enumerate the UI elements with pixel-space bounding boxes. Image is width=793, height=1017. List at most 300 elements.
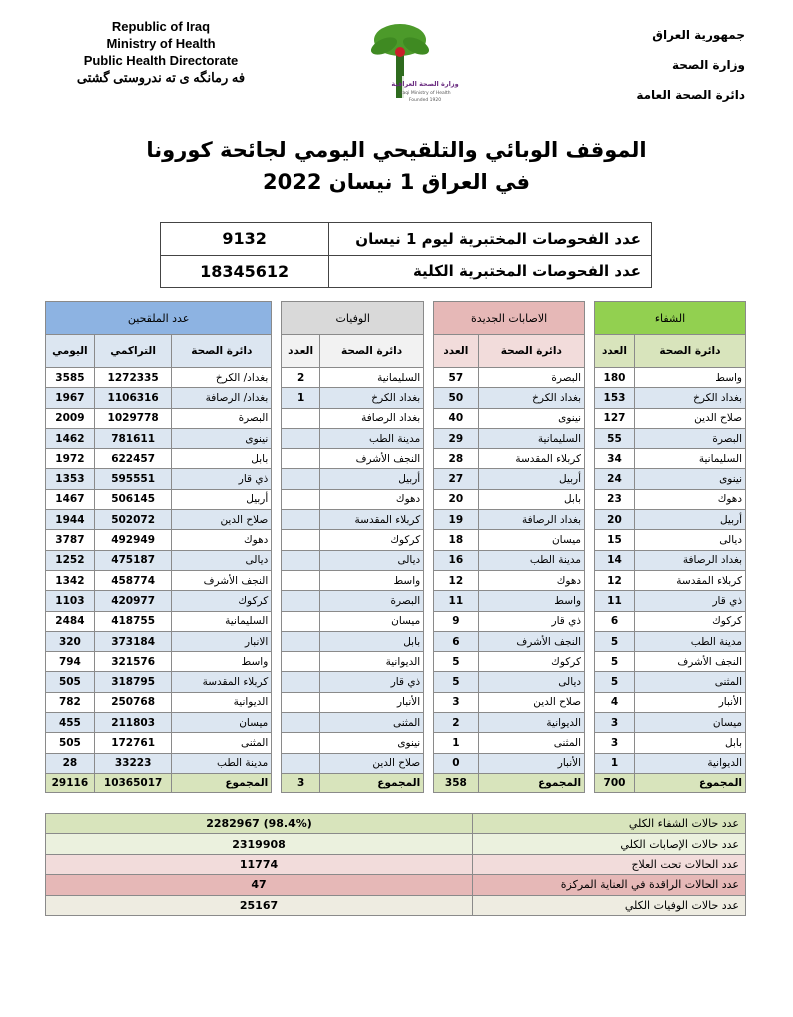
gap-cell: [272, 449, 282, 469]
section-recovered-header: الشفاء: [595, 302, 746, 335]
gap-cell: [585, 591, 595, 611]
death-count-cell: [282, 469, 320, 489]
gap-cell: [272, 469, 282, 489]
vac-cumulative-cell: 172761: [94, 733, 172, 753]
table-row: [46, 469, 746, 489]
summary-row: [46, 814, 746, 834]
header-ar-line-3: دائرة الصحة العامة: [636, 88, 745, 102]
column-header-row: [46, 335, 746, 368]
rec-count-cell: 15: [595, 530, 635, 550]
rec-count-cell: 4: [595, 692, 635, 712]
gap-cell: [424, 692, 434, 712]
rec-count-cell: 5: [595, 672, 635, 692]
rec-directorate-cell: ذي قار: [634, 591, 745, 611]
summary-icu-label: عدد الحالات الراقدة في العناية المركزة: [473, 875, 746, 895]
gap-cell: [272, 611, 282, 631]
col-rec-count: العدد: [595, 335, 635, 368]
gap-cell: [585, 733, 595, 753]
rec-count-cell: 6: [595, 611, 635, 631]
rec-directorate-cell: كركوك: [634, 611, 745, 631]
death-directorate-cell: الديوانية: [319, 652, 423, 672]
vac-daily-cell: 3585: [46, 368, 95, 388]
gap-cell: [272, 733, 282, 753]
new-count-cell: 50: [434, 388, 478, 408]
death-count-cell: [282, 692, 320, 712]
gap-cell: [272, 672, 282, 692]
rec-directorate-cell: النجف الأشرف: [634, 652, 745, 672]
gap-cell: [585, 550, 595, 570]
gap-cell: [272, 550, 282, 570]
vac-cumulative-cell: 373184: [94, 631, 172, 651]
gap-cell: [585, 631, 595, 651]
gap-cell: [424, 510, 434, 530]
vac-cumulative-cell: 502072: [94, 510, 172, 530]
vac-cumulative-cell: 1106316: [94, 388, 172, 408]
summary-under-treatment-label: عدد الحالات تحت العلاج: [473, 854, 746, 874]
new-directorate-cell: ميسان: [478, 530, 585, 550]
vac-directorate-cell: ميسان: [172, 713, 272, 733]
vac-daily-cell: 505: [46, 672, 95, 692]
new-directorate-cell: ذي قار: [478, 611, 585, 631]
summary-recovered-value: 2282967 (98.4%): [46, 814, 473, 834]
table-row: [46, 570, 746, 590]
gap-cell: [424, 753, 434, 773]
death-count-cell: [282, 672, 320, 692]
vac-directorate-cell: كركوك: [172, 591, 272, 611]
summary-deaths-value: 25167: [46, 895, 473, 915]
gap-cell: [424, 773, 434, 792]
table-row: [46, 530, 746, 550]
gap-cell: [424, 611, 434, 631]
gap-cell: [424, 550, 434, 570]
vac-cumulative-cell: 1272335: [94, 368, 172, 388]
gap-cell: [424, 570, 434, 590]
vac-cumulative-cell: 211803: [94, 713, 172, 733]
gap-cell: [585, 530, 595, 550]
summary-under-treatment-value: 11774: [46, 854, 473, 874]
new-count-cell: 3: [434, 692, 478, 712]
rec-directorate-cell: أربيل: [634, 510, 745, 530]
vac-cumulative-cell: 418755: [94, 611, 172, 631]
death-directorate-cell: كربلاء المقدسة: [319, 510, 423, 530]
gap-cell: [272, 530, 282, 550]
rec-directorate-cell: المثنى: [634, 672, 745, 692]
gap-cell: [585, 449, 595, 469]
rec-count-cell: 20: [595, 510, 635, 530]
vac-daily-cell: 2484: [46, 611, 95, 631]
rec-count-cell: 24: [595, 469, 635, 489]
vac-daily-cell: 1972: [46, 449, 95, 469]
header-ar-line-2: وزارة الصحة: [671, 58, 745, 72]
gap-cell: [424, 302, 434, 335]
gap-cell: [424, 733, 434, 753]
gap-cell: [272, 388, 282, 408]
vac-cumulative-cell: 318795: [94, 672, 172, 692]
gap-cell: [272, 591, 282, 611]
rec-directorate-cell: بابل: [634, 733, 745, 753]
rec-directorate-cell: مدينة الطب: [634, 631, 745, 651]
rec-directorate-cell: نينوى: [634, 469, 745, 489]
total-vac-label: المجموع: [172, 773, 272, 792]
vac-daily-cell: 1342: [46, 570, 95, 590]
gap-cell: [272, 368, 282, 388]
death-count-cell: [282, 510, 320, 530]
rec-directorate-cell: السليمانية: [634, 449, 745, 469]
death-directorate-cell: مدينة الطب: [319, 428, 423, 448]
new-count-cell: 16: [434, 550, 478, 570]
ministry-logo: [340, 10, 460, 110]
new-directorate-cell: بغداد الرصافة: [478, 510, 585, 530]
gap-cell: [272, 335, 282, 368]
daily-tests-label: عدد الفحوصات المختبرية ليوم 1 نيسان: [329, 223, 652, 256]
death-count-cell: [282, 631, 320, 651]
table-row: [46, 652, 746, 672]
total-tests-row: [161, 255, 652, 288]
summary-deaths-label: عدد حالات الوفيات الكلي: [473, 895, 746, 915]
gap-cell: [585, 570, 595, 590]
new-directorate-cell: نينوى: [478, 408, 585, 428]
provinces-table: [45, 301, 746, 793]
table-row: [46, 510, 746, 530]
rec-directorate-cell: الديوانية: [634, 753, 745, 773]
table-row: [46, 489, 746, 509]
summary-total-cases-value: 2319908: [46, 834, 473, 854]
table-row: [46, 672, 746, 692]
gap-cell: [585, 408, 595, 428]
vac-daily-cell: 1462: [46, 428, 95, 448]
death-count-cell: [282, 652, 320, 672]
col-rec-directorate: دائرة الصحة: [634, 335, 745, 368]
new-count-cell: 2: [434, 713, 478, 733]
death-directorate-cell: الأنبار: [319, 692, 423, 712]
table-row: [46, 428, 746, 448]
col-death-count: العدد: [282, 335, 320, 368]
rec-directorate-cell: بغداد الرصافة: [634, 550, 745, 570]
vac-directorate-cell: الانبار: [172, 631, 272, 651]
vac-daily-cell: 320: [46, 631, 95, 651]
logo-subtext: Iraqi Ministry of Health: [399, 91, 451, 96]
vac-daily-cell: 505: [46, 733, 95, 753]
death-directorate-cell: البصرة: [319, 591, 423, 611]
summary-total-cases-label: عدد حالات الإصابات الكلي: [473, 834, 746, 854]
new-count-cell: 18: [434, 530, 478, 550]
rec-count-cell: 5: [595, 631, 635, 651]
section-deaths-header: الوفيات: [282, 302, 424, 335]
gap-cell: [424, 428, 434, 448]
header-en-line-2: Ministry of Health: [106, 36, 216, 51]
new-directorate-cell: مدينة الطب: [478, 550, 585, 570]
rec-count-cell: 34: [595, 449, 635, 469]
header-en-line-1: Republic of Iraq: [111, 19, 211, 34]
gap-cell: [585, 753, 595, 773]
new-count-cell: 57: [434, 368, 478, 388]
death-count-cell: [282, 591, 320, 611]
gap-cell: [272, 713, 282, 733]
summary-recovered-label: عدد حالات الشفاء الكلي: [473, 814, 746, 834]
death-directorate-cell: ذي قار: [319, 672, 423, 692]
table-row: [46, 692, 746, 712]
total-deaths: 3: [282, 773, 320, 792]
gap-cell: [424, 652, 434, 672]
table-row: [46, 713, 746, 733]
new-count-cell: 6: [434, 631, 478, 651]
summary-row: [46, 834, 746, 854]
death-count-cell: 2: [282, 368, 320, 388]
vac-directorate-cell: الديوانية: [172, 692, 272, 712]
gap-cell: [585, 489, 595, 509]
lab-tests-table: [160, 222, 652, 288]
vac-cumulative-cell: 420977: [94, 591, 172, 611]
gap-cell: [272, 302, 282, 335]
death-directorate-cell: دهوك: [319, 489, 423, 509]
death-count-cell: [282, 489, 320, 509]
death-count-cell: [282, 530, 320, 550]
vac-cumulative-cell: 250768: [94, 692, 172, 712]
rec-directorate-cell: صلاح الدين: [634, 408, 745, 428]
vac-cumulative-cell: 33223: [94, 753, 172, 773]
vac-cumulative-cell: 622457: [94, 449, 172, 469]
total-recovered: 700: [595, 773, 635, 792]
death-directorate-cell: صلاح الدين: [319, 753, 423, 773]
summary-table: [45, 813, 746, 916]
new-directorate-cell: المثنى: [478, 733, 585, 753]
gap-cell: [272, 570, 282, 590]
death-directorate-cell: ميسان: [319, 611, 423, 631]
table-row: [46, 733, 746, 753]
vac-directorate-cell: أربيل: [172, 489, 272, 509]
vac-daily-cell: 2009: [46, 408, 95, 428]
vac-cumulative-cell: 492949: [94, 530, 172, 550]
vac-directorate-cell: ذي قار: [172, 469, 272, 489]
vac-cumulative-cell: 458774: [94, 570, 172, 590]
death-directorate-cell: كركوك: [319, 530, 423, 550]
gap-cell: [272, 692, 282, 712]
death-count-cell: [282, 611, 320, 631]
table-row: [46, 449, 746, 469]
total-vac-daily: 29116: [46, 773, 95, 792]
vac-directorate-cell: بغداد/ الكرخ: [172, 368, 272, 388]
gap-cell: [585, 672, 595, 692]
vac-daily-cell: 1353: [46, 469, 95, 489]
section-vaccinated-header: عدد الملقحين: [46, 302, 272, 335]
logo-founded: Founded 1920: [408, 98, 442, 103]
vac-directorate-cell: البصرة: [172, 408, 272, 428]
death-directorate-cell: بابل: [319, 631, 423, 651]
provinces-table-body: [46, 368, 746, 774]
rec-count-cell: 127: [595, 408, 635, 428]
death-directorate-cell: بغداد الرصافة: [319, 408, 423, 428]
vac-directorate-cell: المثنى: [172, 733, 272, 753]
vac-directorate-cell: دهوك: [172, 530, 272, 550]
gap-cell: [424, 631, 434, 651]
vac-daily-cell: 28: [46, 753, 95, 773]
rec-directorate-cell: ميسان: [634, 713, 745, 733]
rec-count-cell: 3: [595, 713, 635, 733]
gap-cell: [424, 368, 434, 388]
gap-cell: [424, 713, 434, 733]
rec-count-cell: 1: [595, 753, 635, 773]
table-row: [46, 753, 746, 773]
new-directorate-cell: كركوك: [478, 652, 585, 672]
new-directorate-cell: أربيل: [478, 469, 585, 489]
daily-tests-value: 9132: [161, 223, 329, 256]
new-directorate-cell: الديوانية: [478, 713, 585, 733]
vac-cumulative-cell: 475187: [94, 550, 172, 570]
gap-cell: [272, 510, 282, 530]
daily-tests-row: [161, 223, 652, 256]
new-count-cell: 9: [434, 611, 478, 631]
rec-directorate-cell: ديالى: [634, 530, 745, 550]
gap-cell: [272, 631, 282, 651]
gap-cell: [272, 408, 282, 428]
rec-count-cell: 180: [595, 368, 635, 388]
new-count-cell: 29: [434, 428, 478, 448]
rec-count-cell: 23: [595, 489, 635, 509]
gap-cell: [585, 335, 595, 368]
gap-cell: [585, 692, 595, 712]
new-count-cell: 28: [434, 449, 478, 469]
new-directorate-cell: بغداد الكرخ: [478, 388, 585, 408]
vac-daily-cell: 782: [46, 692, 95, 712]
vac-directorate-cell: ديالى: [172, 550, 272, 570]
gap-cell: [585, 773, 595, 792]
summary-row: [46, 854, 746, 874]
new-directorate-cell: ديالى: [478, 672, 585, 692]
page-title: الموقف الوبائي والتلقيحي اليومي لجائحة كورونا: [146, 138, 647, 162]
total-recovered-label: المجموع: [634, 773, 745, 792]
gap-cell: [424, 489, 434, 509]
death-count-cell: [282, 570, 320, 590]
rec-directorate-cell: دهوك: [634, 489, 745, 509]
total-new-label: المجموع: [478, 773, 585, 792]
gap-cell: [424, 530, 434, 550]
section-new-cases-header: الاصابات الجديدة: [434, 302, 585, 335]
death-count-cell: [282, 550, 320, 570]
table-row: [46, 611, 746, 631]
new-directorate-cell: السليمانية: [478, 428, 585, 448]
gap-cell: [585, 469, 595, 489]
rec-count-cell: 3: [595, 733, 635, 753]
rec-count-cell: 55: [595, 428, 635, 448]
col-vac-directorate: دائرة الصحة: [172, 335, 272, 368]
new-directorate-cell: النجف الأشرف: [478, 631, 585, 651]
header-arabic-block: [605, 20, 745, 110]
new-count-cell: 0: [434, 753, 478, 773]
vac-cumulative-cell: 1029778: [94, 408, 172, 428]
gap-cell: [424, 388, 434, 408]
rec-directorate-cell: الأنبار: [634, 692, 745, 712]
rec-directorate-cell: كربلاء المقدسة: [634, 570, 745, 590]
new-count-cell: 20: [434, 489, 478, 509]
vac-directorate-cell: واسط: [172, 652, 272, 672]
new-count-cell: 27: [434, 469, 478, 489]
death-count-cell: [282, 733, 320, 753]
vac-directorate-cell: السليمانية: [172, 611, 272, 631]
table-row: [46, 591, 746, 611]
rec-count-cell: 5: [595, 652, 635, 672]
gap-cell: [272, 753, 282, 773]
new-count-cell: 12: [434, 570, 478, 590]
gap-cell: [424, 449, 434, 469]
palm-tree-logo-icon: [340, 10, 460, 110]
total-tests-value: 18345612: [161, 255, 329, 288]
new-count-cell: 40: [434, 408, 478, 428]
header-english-block: [56, 18, 266, 86]
table-row: [46, 631, 746, 651]
gap-cell: [424, 591, 434, 611]
col-vac-daily: اليومي: [46, 335, 95, 368]
rec-directorate-cell: بغداد الكرخ: [634, 388, 745, 408]
new-directorate-cell: صلاح الدين: [478, 692, 585, 712]
vac-cumulative-cell: 595551: [94, 469, 172, 489]
table-row: [46, 368, 746, 388]
col-vac-cumulative: التراكمي: [94, 335, 172, 368]
vac-directorate-cell: النجف الأشرف: [172, 570, 272, 590]
new-count-cell: 1: [434, 733, 478, 753]
gap-cell: [424, 335, 434, 368]
gap-cell: [272, 652, 282, 672]
vac-daily-cell: 455: [46, 713, 95, 733]
vac-directorate-cell: بابل: [172, 449, 272, 469]
page-subtitle-date: في العراق 1 نيسان 2022: [263, 170, 530, 194]
rec-count-cell: 12: [595, 570, 635, 590]
new-directorate-cell: الأنبار: [478, 753, 585, 773]
new-count-cell: 19: [434, 510, 478, 530]
new-directorate-cell: بابل: [478, 489, 585, 509]
header-kurdish-line: فه رمانگه ى ته ندروستى گشتى: [76, 70, 246, 85]
new-directorate-cell: كربلاء المقدسة: [478, 449, 585, 469]
death-count-cell: 1: [282, 388, 320, 408]
section-header-row: [46, 302, 746, 335]
vac-daily-cell: 3787: [46, 530, 95, 550]
rec-directorate-cell: البصرة: [634, 428, 745, 448]
summary-icu-value: 47: [46, 875, 473, 895]
total-new-cases: 358: [434, 773, 478, 792]
col-new-directorate: دائرة الصحة: [478, 335, 585, 368]
new-count-cell: 5: [434, 652, 478, 672]
gap-cell: [424, 469, 434, 489]
vac-directorate-cell: صلاح الدين: [172, 510, 272, 530]
rec-count-cell: 153: [595, 388, 635, 408]
gap-cell: [424, 672, 434, 692]
rec-directorate-cell: واسط: [634, 368, 745, 388]
gap-cell: [585, 388, 595, 408]
death-directorate-cell: بغداد الكرخ: [319, 388, 423, 408]
vac-cumulative-cell: 506145: [94, 489, 172, 509]
totals-row: [46, 773, 746, 792]
vac-cumulative-cell: 781611: [94, 428, 172, 448]
new-count-cell: 11: [434, 591, 478, 611]
death-count-cell: [282, 713, 320, 733]
vac-directorate-cell: مدينة الطب: [172, 753, 272, 773]
summary-row: [46, 895, 746, 915]
table-row: [46, 388, 746, 408]
col-death-directorate: دائرة الصحة: [319, 335, 423, 368]
gap-cell: [585, 652, 595, 672]
summary-row: [46, 875, 746, 895]
death-directorate-cell: نينوى: [319, 733, 423, 753]
gap-cell: [585, 713, 595, 733]
header-ar-line-1: جمهورية العراق: [652, 28, 745, 42]
vac-daily-cell: 794: [46, 652, 95, 672]
death-count-cell: [282, 753, 320, 773]
gap-cell: [272, 489, 282, 509]
death-directorate-cell: السليمانية: [319, 368, 423, 388]
gap-cell: [585, 428, 595, 448]
vac-directorate-cell: بغداد/ الرصافة: [172, 388, 272, 408]
new-count-cell: 5: [434, 672, 478, 692]
death-count-cell: [282, 449, 320, 469]
